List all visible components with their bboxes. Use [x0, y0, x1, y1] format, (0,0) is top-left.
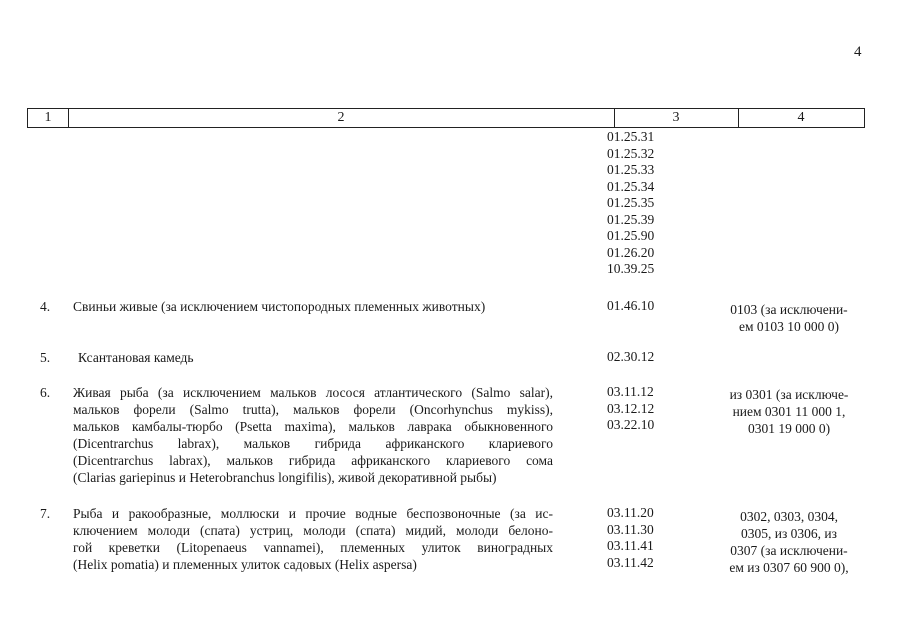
row-description	[78, 349, 278, 366]
row-codes	[607, 298, 687, 315]
okpd-code: 03.12.12	[607, 400, 655, 416]
okpd-code: 02.30.12	[607, 349, 655, 364]
header-col-2: 2	[68, 109, 615, 127]
description-line: (Dicentrarchus labrax), мальков гибрида африканского клариевого сома	[73, 453, 553, 468]
description-line: Живая рыба (за исключением мальков лосося атлантического (Salmo salar),	[73, 385, 553, 400]
tnved-line: 0301 19 000 0)	[747, 421, 831, 436]
okpd-code: 03.11.12	[607, 384, 654, 399]
okpd-code: 01.25.90	[607, 228, 655, 243]
okpd-code: 01.25.35	[607, 195, 655, 210]
description-line: (Clarias gariepinus и Heterobranchus longifilis), живой декоративной рыбы)	[73, 470, 497, 485]
okpd-code: 03.11.42	[607, 554, 654, 570]
okpd-code: 03.11.20	[607, 505, 654, 520]
row-codes	[607, 384, 687, 434]
tnved-line: нием 0301 11 000 1,	[732, 404, 846, 419]
okpd-code: 01.25.33	[607, 162, 655, 177]
description-line: Ксантановая камедь	[78, 350, 194, 365]
row-description	[73, 505, 553, 573]
tnved-line: 0307 (за исключени-	[730, 543, 848, 558]
okpd-code: 03.22.10	[607, 417, 655, 432]
description-line: мальков форели (Salmo trutta), мальков форели (Oncorhynchus mykiss),	[73, 402, 553, 417]
tnved-line: 0103 (за исключени-	[730, 302, 848, 317]
row-number: 5.	[40, 350, 51, 365]
row-number: 4.	[40, 299, 51, 314]
tnved-line: 0305, из 0306, из	[741, 526, 837, 541]
row-number: 6.	[40, 385, 51, 400]
description-line: мальков камбалы-тюрбо (Psetta maxima), мальков лаврака обыкновенного	[73, 419, 553, 434]
okpd-code: 01.46.10	[607, 298, 655, 313]
okpd-code: 01.25.31	[607, 129, 655, 144]
okpd-code: 01.25.34	[607, 178, 655, 194]
row-tnved	[714, 301, 864, 335]
header-col-4: 4	[797, 110, 805, 125]
table-header	[27, 108, 865, 128]
okpd-code: 03.11.30	[607, 521, 654, 537]
row-tnved	[714, 386, 864, 437]
description-line: (Helix pomatia) и племенных улиток садовых (Helix aspersa)	[73, 557, 417, 572]
description-line: Рыба и ракообразные, моллюски и прочие водные беспозвоночные (за ис-	[73, 506, 553, 521]
okpd-code: 01.26.20	[607, 244, 655, 260]
row-description	[73, 298, 538, 315]
tnved-line: ем 0103 10 000 0)	[738, 319, 840, 334]
continued-codes	[607, 129, 687, 278]
okpd-code: 10.39.25	[607, 261, 655, 276]
okpd-code: 01.25.32	[607, 145, 655, 161]
tnved-line: из 0301 (за исключе-	[729, 387, 849, 402]
description-line: ключением молоди (спата) устриц, молоди (спата) мидий, молоди белоно-	[73, 523, 553, 538]
description-line: гой креветки (Litopenaeus vannamei), племенных улиток виноградных	[73, 540, 553, 555]
row-tnved	[714, 508, 864, 576]
page-number: 4	[854, 44, 862, 60]
tnved-line: 0302, 0303, 0304,	[740, 509, 838, 524]
okpd-code: 01.25.39	[607, 211, 655, 227]
row-codes	[607, 505, 687, 571]
okpd-code: 03.11.41	[607, 538, 654, 553]
row-codes	[607, 349, 687, 366]
description-line: (Dicentrarchus labrax), мальков гибрида африканского клариевого	[73, 436, 553, 451]
row-number: 7.	[40, 506, 51, 521]
row-description	[73, 384, 553, 486]
header-col-1: 1	[28, 109, 69, 127]
description-line: Свиньи живые (за исключением чистопородных племенных животных)	[73, 299, 486, 314]
tnved-line: ем из 0307 60 900 0),	[729, 560, 849, 575]
header-col-3: 3	[614, 109, 739, 127]
